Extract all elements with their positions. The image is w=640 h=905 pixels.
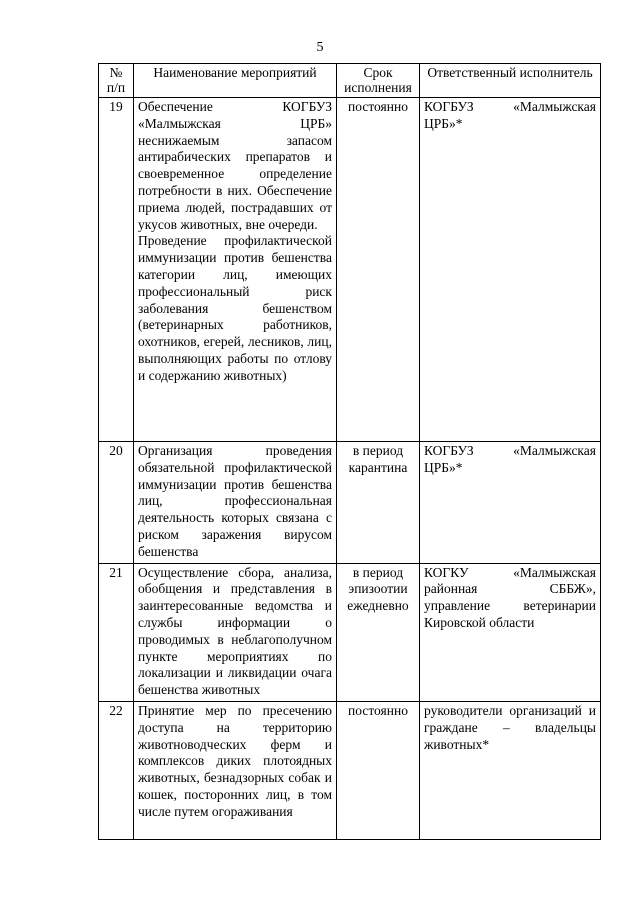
row-responsible: КОГБУЗ «Малмыжская ЦРБ»* [420, 442, 601, 564]
row-term: постоянно [337, 98, 420, 442]
row-term: в период эпизоотии ежедневно [337, 563, 420, 701]
row-name [134, 98, 337, 442]
table-row [99, 701, 601, 839]
row-num: 20 [99, 442, 134, 564]
table-row [99, 98, 601, 442]
row-name-paragraph: Принятие мер по пресечению доступа на территорию животноводческих ферм и комплексов диких плотоядных животных, безнадзорных собак и кошек, посторонних лиц, в том числе путем огораживания [138, 702, 332, 819]
row-name [134, 563, 337, 701]
row-name-paragraph: Организация проведения обязательной профилактической иммунизации против бешенства лиц, профессиональная деятельность которых связана с риском заражения вирусом бешенства [138, 443, 332, 559]
header-num: № п/п [99, 64, 134, 98]
row-num: 21 [99, 563, 134, 701]
row-num: 22 [99, 701, 134, 839]
row-name-paragraph: Проведение профилактической иммунизации против бешенства категории лиц, имеющих профессиональный риск заболевания бешенством (ветеринарных работников, охотников, егерей, лесников, лиц, выполняющих работы по отлову и содержанию животных) [138, 233, 332, 383]
header-term: Срок исполнения [337, 64, 420, 98]
row-responsible: КОГБУЗ «Малмыжская ЦРБ»* [420, 98, 601, 442]
row-responsible: руководители организаций и граждане – владельцы животных* [420, 701, 601, 839]
page-number: 5 [316, 40, 324, 55]
header-responsible: Ответственный исполнитель [420, 64, 601, 98]
row-term: в период карантина [337, 442, 420, 564]
table-header-row [99, 64, 601, 98]
row-name [134, 442, 337, 564]
row-name-paragraph: Осуществление сбора, анализа, обобщения и представления в заинтересованные ведомства и службы информации о проводимых в неблагополучном пункте мероприятиях по локализации и ликвидации очага бешенства животных [138, 564, 332, 698]
table-row [99, 442, 601, 564]
table-row [99, 563, 601, 701]
header-name: Наименование мероприятий [134, 64, 337, 98]
row-name-paragraph: Обеспечение КОГБУЗ «Малмыжская ЦРБ» неснижаемым запасом антирабических препаратов и своевременное определение потребности в них. Обеспечение приема людей, пострадавших от укусов животных, вне очереди. [138, 99, 332, 232]
measures-table [98, 63, 601, 840]
row-term: постоянно [337, 701, 420, 839]
row-name [134, 701, 337, 839]
row-responsible: КОГКУ «Малмыжская районная СББЖ», управление ветеринарии Кировской области [420, 563, 601, 701]
row-num: 19 [99, 98, 134, 442]
